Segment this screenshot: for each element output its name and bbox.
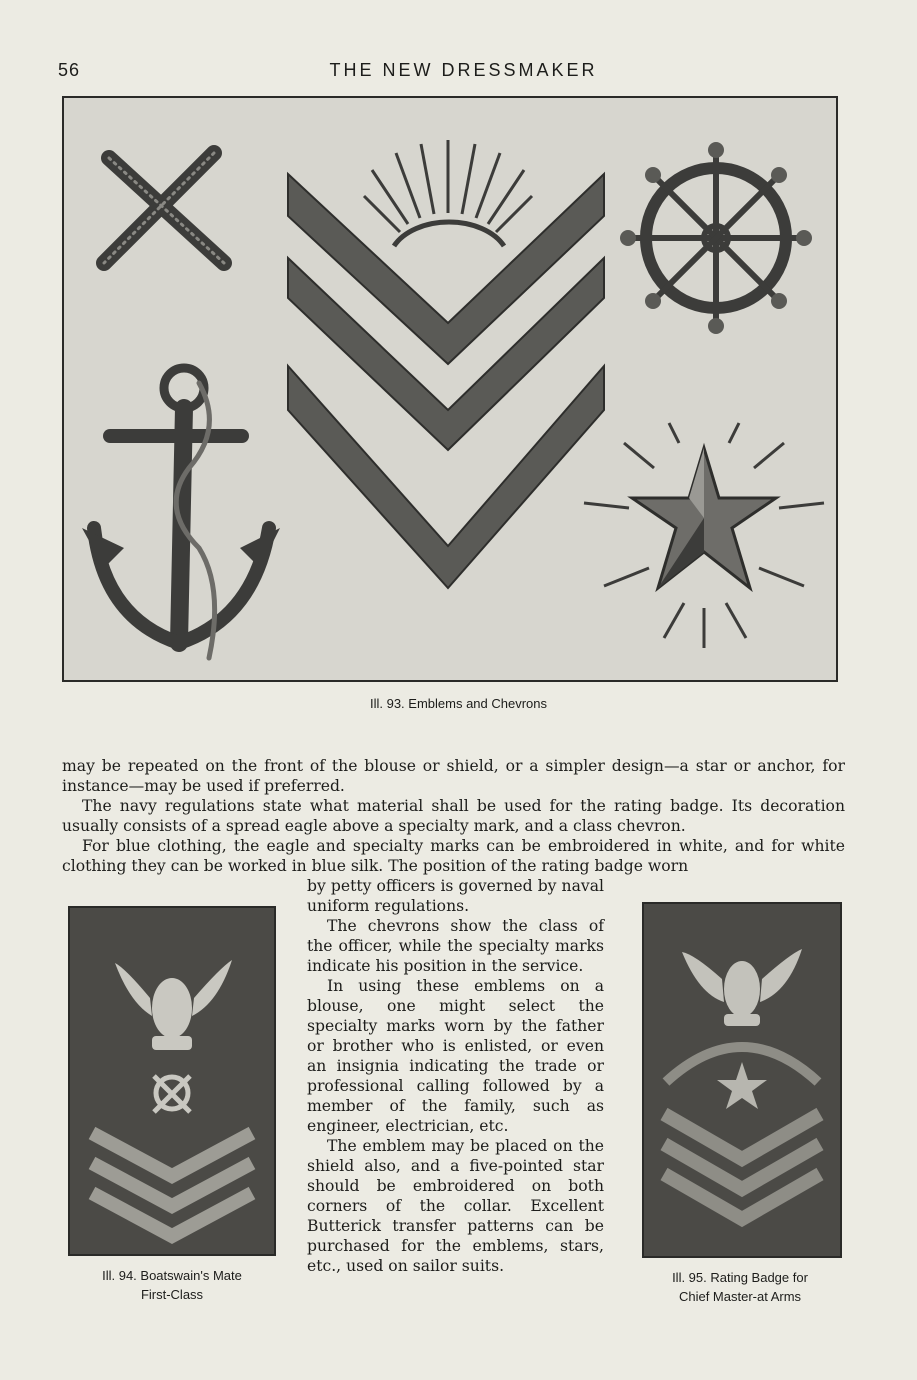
rising-sun-icon bbox=[364, 140, 532, 246]
paragraph: The chevrons show the class of the officer, while the specialty marks indicate his position in the service. bbox=[307, 917, 604, 975]
chevrons-icon bbox=[288, 174, 604, 588]
paragraph: The navy regulations state what material shall be used for the rating badge. Its decoration usually consists of a spread eagle above a specialty mark, and a class chevron. bbox=[62, 797, 845, 835]
chief-master-at-arms-badge-photo bbox=[642, 902, 842, 1258]
crossed-anchors-icon bbox=[154, 1076, 190, 1112]
star-icon bbox=[584, 423, 824, 648]
chevrons-icon bbox=[92, 1133, 252, 1236]
paragraph: The emblem may be placed on the shield also, and a five-pointed star should be embroidered on both corners of the collar. Excellent Butterick transfer patterns can be purchased for the emblems, stars, etc., used on sailor suits. bbox=[307, 1137, 604, 1275]
caption-line: Chief Master-at Arms bbox=[678, 1289, 802, 1304]
chevrons-icon bbox=[664, 1114, 820, 1219]
figure-caption-94 bbox=[62, 1266, 282, 1304]
anchor-icon bbox=[82, 368, 280, 658]
star-icon bbox=[717, 1062, 767, 1109]
paragraph: For blue clothing, the eagle and specialty marks can be embroidered in white, and for white clothing they can be worked in blue silk. The position of the rating badge worn bbox=[62, 837, 845, 875]
figure-caption-93: Ill. 93. Emblems and Chevrons bbox=[369, 696, 548, 711]
caption-line: Ill. 94. Boatswain's Mate bbox=[102, 1268, 242, 1283]
ships-wheel-icon bbox=[620, 142, 812, 334]
eagle-icon bbox=[682, 949, 802, 1026]
emblems-illustration bbox=[64, 98, 836, 680]
paragraph: by petty officers is governed by naval uniform regulations. bbox=[307, 877, 604, 915]
body-text-column bbox=[307, 876, 604, 1276]
caption-line: Ill. 95. Rating Badge for bbox=[672, 1270, 808, 1285]
paragraph: In using these emblems on a blouse, one might select the specialty marks worn by the father or brother who is enlisted, or even an insignia indicating the trade or professional calling followed by a member of the family, such as engineer, electrician, etc. bbox=[307, 977, 604, 1135]
paragraph: may be repeated on the front of the blouse or shield, or a simpler design—a star or anchor, for instance—may be used if preferred. bbox=[62, 757, 845, 795]
caption-line: First-Class bbox=[140, 1287, 204, 1302]
body-text-full-width bbox=[62, 756, 845, 876]
eagle-icon bbox=[115, 960, 232, 1050]
crossed-cannons-icon bbox=[104, 153, 224, 263]
running-head: THE NEW DRESSMAKER bbox=[329, 60, 598, 80]
page-number: 56 bbox=[58, 60, 81, 80]
emblems-plate bbox=[62, 96, 838, 682]
figure-caption-95 bbox=[630, 1268, 850, 1306]
boatswain-mate-badge-photo bbox=[68, 906, 276, 1256]
